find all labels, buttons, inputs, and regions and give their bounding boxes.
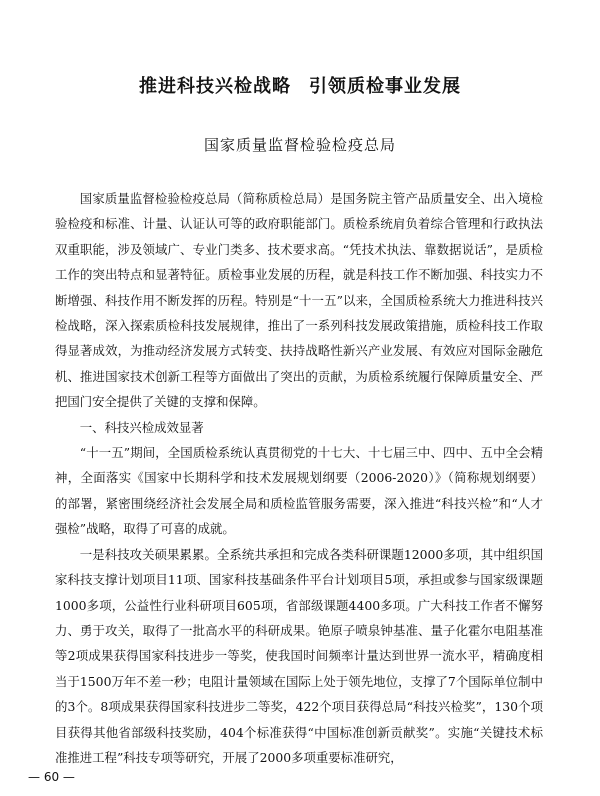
author-organization: 国家质量监督检验检疫总局 <box>203 136 396 154</box>
section-paragraph-1: “十一五”期间，全国质检系统认真贯彻党的十七大、十七届三中、四中、五中全会精神，全面落实《国家中长期科学和技术发展规划纲要（2006-2020）》（简称规划纲要）的部署，紧密围绕经济社会发展全局和质检监管服务需要，深入推进“科技兴检”和“人才强检”战略，取得了可喜的成就。 <box>55 445 543 537</box>
section-paragraph-2: 一是科技攻关硕果累累。全系统共承担和完成各类科研课题12000多项，其中组织国家科技支撑计划项目11项、国家科技基础条件平台计划项目5项，承担或参与国家级课题1000多项，公益性行业科研项目605项，省部级课题4400多项。广大科技工作者不懈努力、勇于攻关，取得了一批高水平的科研成果。铯原子喷泉钟基准、量子化霍尔电阻基准等2项成果获得国家科技进步一等奖，使我国时间频率计量达到世界一流水平，精确度相当于1500万年不差一秒；电阻计量领域在国际上处于领先地位，支撑了7个国际单位制中的3个。8项成果获得国家科技进步二等奖，422个项目获得总局“科技兴检奖”，130个项目获得其他省部级科技奖励，404个标准获得“中国标准创新贡献奖”。实施“关键技术标准推进工程”科技专项等研究，开展了2000多项重要标准研究， <box>55 546 543 765</box>
section-heading: 一、科技兴检成效显著 <box>79 419 204 435</box>
intro-paragraph: 国家质量监督检验检疫总局（简称质检总局）是国务院主管产品质量安全、出入境检验检疫和标准、计量、认证认可等的政府职能部门。质检系统肩负着综合管理和行政执法双重职能，涉及领域广、专业门类多、技术要求高。“凭技术执法、靠数据说话”，是质检工作的突出特点和显著特征。质检事业发展的历程，就是科技工作不断加强、科技实力不断增强、科技作用不断发挥的历程。特别是“十一五”以来，全国质检系统大力推进科技兴检战略，深入探索质检科技发展规律，推出了一系列科技发展政策措施，质检科技工作取得显著成效，为推动经济发展方式转变、扶持战略性新兴产业发展、有效应对国际金融危机、推进国家技术创新工程等方面做出了突出的贡献，为质检系统履行保障质量安全、严把国门安全提供了关键的支撑和保障。 <box>55 191 543 410</box>
article-body <box>55 186 543 770</box>
article-title <box>0 72 600 98</box>
title-part-1: 推进科技兴检战略 <box>139 76 291 97</box>
page-number: — 60 — <box>28 770 75 784</box>
title-part-2: 引领质检事业发展 <box>309 76 461 97</box>
